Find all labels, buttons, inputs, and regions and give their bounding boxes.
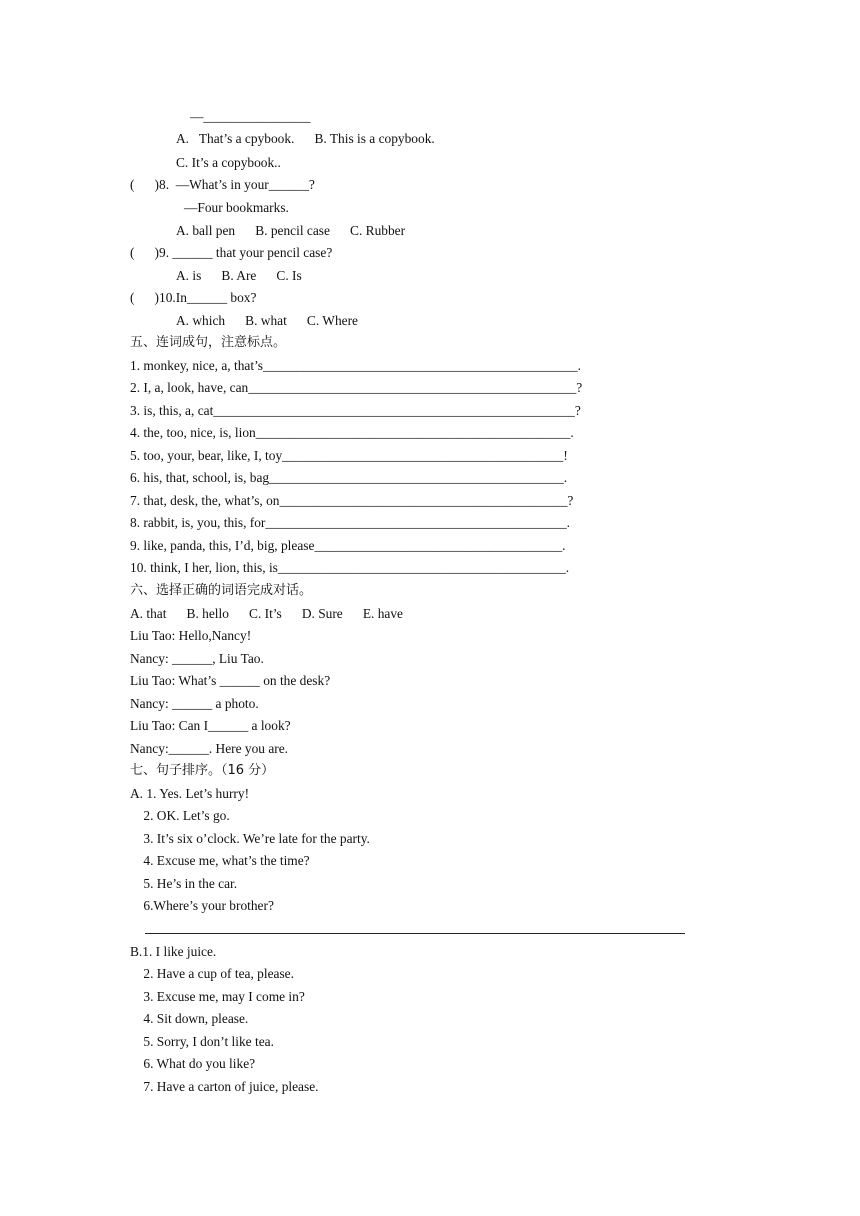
s7b-line-6: 6. What do you like? (130, 1056, 256, 1071)
s7b-line-1: B.1. I like juice. (130, 944, 217, 959)
section6-heading: 六、选择正确的词语完成对话。 (130, 583, 313, 598)
s7a-line-2: 2. OK. Let’s go. (130, 808, 230, 823)
q10-question: ( )10.In______ box? (130, 290, 257, 305)
q7-options-ab: A. That’s a cpybook. B. This is a copybook. (176, 131, 435, 146)
s7a-line-4: 4. Excuse me, what’s the time? (130, 853, 310, 868)
s5-item-9: 9. like, panda, this, I’d, big, please_____________________________________. (130, 538, 566, 553)
s7b-line-2: 2. Have a cup of tea, please. (130, 966, 294, 981)
section7-heading: 七、句子排序。（16 分） (130, 763, 275, 778)
q8-question: ( )8. —What’s in your______? (130, 177, 315, 192)
answer-line: —________________ (190, 109, 311, 124)
s5-item-4: 4. the, too, nice, is, lion_______________________________________________. (130, 425, 574, 440)
dialogue-line-2: Nancy: ______, Liu Tao. (130, 651, 264, 666)
q8-reply: —Four bookmarks. (184, 200, 289, 215)
s5-item-6: 6. his, that, school, is, bag____________________________________________. (130, 470, 568, 485)
q8-options: A. ball pen B. pencil case C. Rubber (176, 223, 406, 238)
s7b-line-3: 3. Excuse me, may I come in? (130, 989, 305, 1004)
s5-item-8: 8. rabbit, is, you, this, for_____________________________________________. (130, 515, 571, 530)
s7a-line-6: 6.Where’s your brother? (130, 898, 274, 913)
dialogue-line-1: Liu Tao: Hello,Nancy! (130, 628, 252, 643)
dialogue-line-5: Liu Tao: Can I______ a look? (130, 718, 291, 733)
dialogue-line-4: Nancy: ______ a photo. (130, 696, 259, 711)
s5-item-1: 1. monkey, nice, a, that’s_______________________________________________. (130, 358, 582, 373)
s7a-line-1: A. 1. Yes. Let’s hurry! (130, 786, 250, 801)
s7a-line-5: 5. He’s in the car. (130, 876, 238, 891)
q7-option-c: C. It’s a copybook.. (176, 155, 281, 170)
s7a-line-3: 3. It’s six o’clock. We’re late for the party. (130, 831, 370, 846)
dialogue-line-6: Nancy:______. Here you are. (130, 741, 289, 756)
s5-item-10: 10. think, I her, lion, this, is___________________________________________. (130, 560, 570, 575)
s7b-line-4: 4. Sit down, please. (130, 1011, 249, 1026)
s7b-line-5: 5. Sorry, I don’t like tea. (130, 1034, 274, 1049)
s5-item-5: 5. too, your, bear, like, I, toy__________________________________________! (130, 448, 568, 463)
s5-item-2: 2. I, a, look, have, can_________________________________________________? (130, 380, 583, 395)
q9-options: A. is B. Are C. Is (176, 268, 302, 283)
answer-rule (145, 933, 685, 934)
s5-item-3: 3. is, this, a, cat______________________________________________________? (130, 403, 581, 418)
q9-question: ( )9. ______ that your pencil case? (130, 245, 333, 260)
s6-options: A. that B. hello C. It’s D. Sure E. have (130, 606, 403, 621)
section5-heading: 五、连词成句，注意标点。 (130, 335, 287, 350)
s7b-line-7: 7. Have a carton of juice, please. (130, 1079, 319, 1094)
q10-options: A. which B. what C. Where (176, 313, 358, 328)
dialogue-line-3: Liu Tao: What’s ______ on the desk? (130, 673, 331, 688)
s5-item-7: 7. that, desk, the, what’s, on___________________________________________? (130, 493, 574, 508)
